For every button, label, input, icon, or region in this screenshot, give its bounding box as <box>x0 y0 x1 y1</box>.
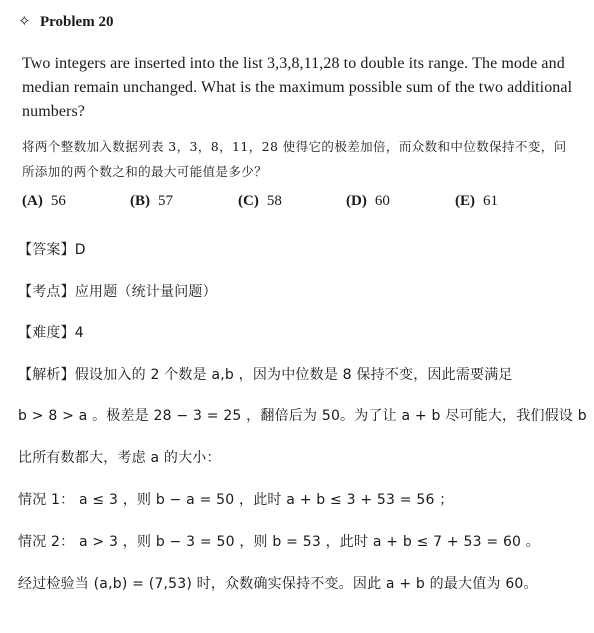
analysis-line-1: 【解析】假设加入的 2 个数是 a,b ，因为中位数是 8 保持不变，因此需要满足 <box>18 367 513 383</box>
choice-d-value: 60 <box>374 193 390 209</box>
problem-title <box>18 12 113 31</box>
answer-line: 【答案】D <box>18 242 86 258</box>
problem-title-text: Problem 20 <box>40 14 114 30</box>
choice-a-label: (A) <box>22 193 43 209</box>
choice-e-value: 61 <box>483 193 498 209</box>
choice-c-label: (C) <box>238 193 259 209</box>
star-icon: ✧ <box>18 14 31 30</box>
problem-chinese-text: 将两个整数加入数据列表 3，3，8，11，28 使得它的极差加倍，而众数和中位数保持不变，问所添加的两个数之和的最大可能值是多少？ <box>22 139 567 179</box>
choice-c <box>238 193 282 210</box>
topic-line: 【考点】应用题（统计量问题） <box>18 284 217 300</box>
choice-b-value: 57 <box>158 193 173 209</box>
case-2-line: 情况 2： a > 3 ，则 b − 3 = 50 ，则 b = 53 ，此时 a + b ≤ 7 + 53 = 60 。 <box>18 534 541 550</box>
choice-c-value: 58 <box>266 193 282 209</box>
choice-e-label: (E) <box>455 193 475 209</box>
choice-a-value: 56 <box>50 193 66 209</box>
choice-b <box>130 193 173 210</box>
problem-english-text: Two integers are inserted into the list 3,3,8,11,28 to double its range. The mode and median remain unchanged. What is the maximum possible sum of the two additional numbers? <box>22 55 573 120</box>
conclusion-line: 经过检验当 (a,b) = (7,53) 时，众数确实保持不变。因此 a + b 的最大值为 60。 <box>18 576 538 592</box>
analysis-line-3: 比所有数都大，考虑 a 的大小： <box>18 450 221 466</box>
choice-a <box>22 193 66 210</box>
choice-d <box>346 193 390 210</box>
choice-b-label: (B) <box>130 193 150 209</box>
case-1-line: 情况 1： a ≤ 3 ，则 b − a = 50 ，此时 a + b ≤ 3 + 53 = 56 ； <box>18 492 454 508</box>
choice-d-label: (D) <box>346 193 367 209</box>
choice-e <box>455 193 498 210</box>
difficulty-line: 【难度】4 <box>18 325 84 341</box>
analysis-line-2: b > 8 > a 。极差是 28 − 3 = 25 ，翻倍后为 50。为了让 a + b 尽可能大，我们假设 b <box>18 408 587 424</box>
answer-choices <box>22 193 582 215</box>
